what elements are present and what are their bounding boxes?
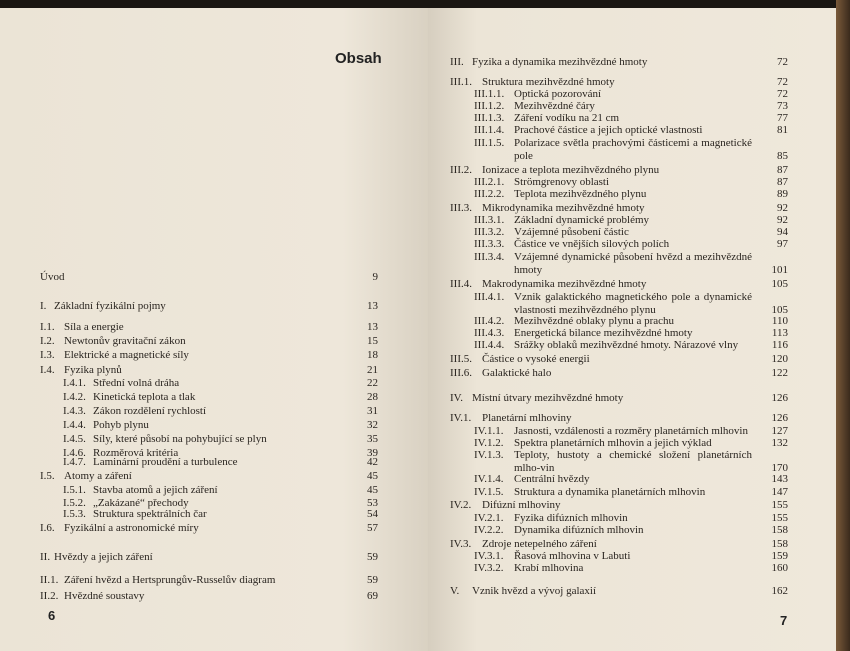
entry-title: Centrální hvězdy bbox=[514, 473, 590, 485]
right-page bbox=[428, 8, 836, 651]
entry-page: 45 bbox=[367, 470, 378, 482]
entry-page: 72 bbox=[777, 88, 788, 100]
entry-number: III.4.3. bbox=[474, 327, 505, 339]
entry-number: III.1.5. bbox=[474, 137, 505, 149]
entry-number: III.2.2. bbox=[474, 188, 505, 200]
entry-page: 28 bbox=[367, 391, 378, 403]
entry-page: 57 bbox=[367, 522, 378, 534]
entry-number: I.4. bbox=[40, 364, 55, 376]
entry-title: Struktura a dynamika planetárních mlhovin bbox=[514, 486, 706, 498]
entry-number: IV.3.1. bbox=[474, 550, 504, 562]
entry-number: III.1.3. bbox=[474, 112, 505, 124]
entry-number: II.1. bbox=[40, 574, 59, 586]
entry-number: IV.1.4. bbox=[474, 473, 504, 485]
entry-title: Elektrické a magnetické síly bbox=[64, 349, 189, 361]
entry-number: III.4.2. bbox=[474, 315, 505, 327]
entry-number: III.3.3. bbox=[474, 238, 505, 250]
entry-page: 73 bbox=[777, 100, 788, 112]
entry-page: 158 bbox=[771, 524, 788, 536]
entry-page: 147 bbox=[771, 486, 788, 498]
entry-number: I.5.2. bbox=[63, 497, 86, 509]
entry-title: Vzájemné dynamické působení hvězd a mezihvězdné hmoty bbox=[514, 251, 752, 276]
entry-number: III.2.1. bbox=[474, 176, 505, 188]
entry-title: Teploty, hustoty a chemické složení planetárních mlho-vin bbox=[514, 449, 752, 474]
book-edge bbox=[836, 0, 850, 651]
entry-title: Polarizace světla prachovými částicemi a magnetické pole bbox=[514, 137, 752, 162]
entry-title: Vznik galaktického magnetického pole a dynamické vlastnosti mezihvězdného plynu bbox=[514, 291, 752, 316]
entry-number: IV.1.1. bbox=[474, 425, 504, 437]
entry-number: III.4. bbox=[450, 278, 472, 290]
entry-number: III.1.1. bbox=[474, 88, 505, 100]
entry-title: Síly, které působí na pohybující se plyn bbox=[93, 433, 267, 445]
entry-page: 13 bbox=[367, 321, 378, 333]
entry-title: Struktura mezihvězdné hmoty bbox=[482, 76, 615, 88]
entry-title: Částice ve vnějších silových polích bbox=[514, 238, 670, 250]
entry-title: Mikrodynamika mezihvězdné hmoty bbox=[482, 202, 645, 214]
entry-number: III.1.2. bbox=[474, 100, 505, 112]
entry-number: I.5. bbox=[40, 470, 55, 482]
entry-title: Vznik hvězd a vývoj galaxií bbox=[472, 585, 597, 597]
entry-page: 127 bbox=[771, 425, 788, 437]
entry-page: 143 bbox=[771, 473, 788, 485]
entry-title: Místní útvary mezihvězdné hmoty bbox=[472, 392, 624, 404]
entry-page: 155 bbox=[771, 499, 788, 511]
entry-page: 39 bbox=[367, 447, 378, 459]
entry-number: I.4.5. bbox=[63, 433, 86, 445]
entry-page: 53 bbox=[367, 497, 378, 509]
entry-number: I.4.2. bbox=[63, 391, 86, 403]
entry-title: Zákon rozdělení rychlostí bbox=[93, 405, 207, 417]
page-number-left: 6 bbox=[48, 608, 56, 623]
entry-page: 122 bbox=[771, 367, 788, 379]
entry-number: I.5.1. bbox=[63, 484, 86, 496]
entry-title: Fyzikální a astronomické míry bbox=[64, 522, 199, 534]
entry-page: 22 bbox=[367, 377, 378, 389]
entry-page: 162 bbox=[771, 585, 788, 597]
entry-page: 35 bbox=[367, 433, 378, 445]
entry-page: 155 bbox=[771, 512, 788, 524]
entry-title: Zdroje netepelného záření bbox=[482, 538, 597, 550]
entry-page: 160 bbox=[771, 562, 788, 574]
entry-title: Ionizace a teplota mezihvězdného plynu bbox=[482, 164, 660, 176]
entry-page: 69 bbox=[367, 590, 378, 602]
entry-page: 92 bbox=[777, 214, 788, 226]
entry-number: I.4.3. bbox=[63, 405, 86, 417]
entry-title: Jasnosti, vzdálenosti a rozměry planetárních mlhovin bbox=[514, 425, 748, 437]
entry-title: Dynamika difúzních mlhovin bbox=[514, 524, 644, 536]
entry-title: Makrodynamika mezihvězdné hmoty bbox=[482, 278, 647, 290]
entry-number: I.4.4. bbox=[63, 419, 86, 431]
entry-page: 54 bbox=[367, 508, 378, 520]
entry-page: 31 bbox=[367, 405, 378, 417]
entry-title: Hvězdy a jejich záření bbox=[54, 551, 153, 563]
entry-page: 85 bbox=[777, 149, 788, 162]
entry-title: Strömgrenovy oblasti bbox=[514, 176, 610, 188]
entry-title: Laminární proudění a turbulence bbox=[93, 456, 238, 468]
entry-title: Rozměrová kritéria bbox=[93, 447, 179, 459]
entry-title: Střední volná dráha bbox=[93, 377, 180, 389]
entry-number: III.2. bbox=[450, 164, 472, 176]
entry-number: III.3.1. bbox=[474, 214, 505, 226]
entry-page: 113 bbox=[771, 327, 788, 339]
entry-title: Prachové částice a jejich optické vlastnosti bbox=[514, 124, 703, 136]
entry-number: I.1. bbox=[40, 321, 55, 333]
entry-page: 21 bbox=[367, 364, 378, 376]
entry-title: Úvod bbox=[40, 271, 65, 283]
entry-title: Spektra planetárních mlhovin a jejich výklad bbox=[514, 437, 712, 449]
entry-number: II.2. bbox=[40, 590, 59, 602]
entry-title: „Zakázané“ přechody bbox=[93, 497, 189, 509]
entry-page: 87 bbox=[777, 176, 788, 188]
entry-page: 59 bbox=[367, 551, 378, 563]
entry-title: Difúzní mlhoviny bbox=[482, 499, 561, 511]
entry-page: 158 bbox=[771, 538, 788, 550]
entry-title: Teplota mezihvězdného plynu bbox=[514, 188, 647, 200]
entry-number: III.4.1. bbox=[474, 291, 505, 303]
entry-title: Mezihvězdné oblaky plynu a prachu bbox=[514, 315, 675, 327]
entry-title: Mezihvězdné čáry bbox=[514, 100, 595, 112]
entry-number: III.3. bbox=[450, 202, 472, 214]
entry-number: I.6. bbox=[40, 522, 55, 534]
entry-title: Pohyb plynu bbox=[93, 419, 149, 431]
entry-number: III.1.4. bbox=[474, 124, 505, 136]
entry-title: Krabí mlhovina bbox=[514, 562, 584, 574]
entry-number: I. bbox=[40, 300, 47, 312]
entry-title: Energetická bilance mezihvězdné hmoty bbox=[514, 327, 693, 339]
entry-page: 110 bbox=[771, 315, 788, 327]
entry-page: 97 bbox=[777, 238, 788, 250]
entry-number: I.4.1. bbox=[63, 377, 86, 389]
entry-title: Struktura spektrálních čar bbox=[93, 508, 207, 520]
entry-title: Stavba atomů a jejich záření bbox=[93, 484, 218, 496]
entry-number: V. bbox=[450, 585, 460, 597]
entry-number: III.4.4. bbox=[474, 339, 505, 351]
entry-page: 92 bbox=[777, 202, 788, 214]
entry-page: 42 bbox=[367, 456, 378, 468]
left-page bbox=[0, 8, 428, 651]
entry-number: IV.1. bbox=[450, 412, 472, 424]
entry-number: IV.3. bbox=[450, 538, 472, 550]
entry-number: IV.2.2. bbox=[474, 524, 504, 536]
entry-title: Fyzika difúzních mlhovin bbox=[514, 512, 628, 524]
entry-number: III.1. bbox=[450, 76, 472, 88]
entry-title: Částice o vysoké energii bbox=[482, 353, 590, 365]
entry-title: Galaktické halo bbox=[482, 367, 552, 379]
contents-heading: Obsah bbox=[335, 50, 382, 67]
entry-number: IV. bbox=[450, 392, 463, 404]
entry-page: 170 bbox=[771, 461, 788, 474]
entry-page: 59 bbox=[367, 574, 378, 586]
entry-page: 9 bbox=[372, 271, 378, 283]
entry-number: III.5. bbox=[450, 353, 472, 365]
entry-number: III.3.2. bbox=[474, 226, 505, 238]
entry-page: 116 bbox=[771, 339, 788, 351]
entry-title: Planetární mlhoviny bbox=[482, 412, 572, 424]
entry-page: 159 bbox=[771, 550, 788, 562]
entry-title: Síla a energie bbox=[64, 321, 124, 333]
entry-title: Záření vodíku na 21 cm bbox=[514, 112, 620, 124]
entry-page: 81 bbox=[777, 124, 788, 136]
entry-page: 77 bbox=[777, 112, 788, 124]
entry-number: I.4.6. bbox=[63, 447, 86, 459]
entry-title: Základní dynamické problémy bbox=[514, 214, 650, 226]
entry-title: Vzájemné působení částic bbox=[514, 226, 629, 238]
entry-page: 45 bbox=[367, 484, 378, 496]
page-number-right: 7 bbox=[780, 613, 788, 628]
entry-page: 120 bbox=[771, 353, 788, 365]
entry-title: Fyzika plynů bbox=[64, 364, 122, 376]
entry-page: 72 bbox=[777, 56, 788, 68]
entry-number: I.3. bbox=[40, 349, 55, 361]
entry-title: Atomy a záření bbox=[64, 470, 132, 482]
entry-page: 18 bbox=[367, 349, 378, 361]
entry-title: Hvězdné soustavy bbox=[64, 590, 145, 602]
entry-title: Řasová mlhovina v Labuti bbox=[514, 550, 631, 562]
entry-number: IV.1.5. bbox=[474, 486, 504, 498]
entry-number: III. bbox=[450, 56, 464, 68]
entry-title: Fyzika a dynamika mezihvězdné hmoty bbox=[472, 56, 648, 68]
entry-number: III.6. bbox=[450, 367, 472, 379]
entry-title: Srážky oblaků mezihvězdné hmoty. Nárazové vlny bbox=[514, 339, 739, 351]
entry-page: 105 bbox=[771, 303, 788, 316]
entry-number: IV.2.1. bbox=[474, 512, 504, 524]
entry-page: 72 bbox=[777, 76, 788, 88]
entry-number: III.3.4. bbox=[474, 251, 505, 263]
entry-number: I.5.3. bbox=[63, 508, 86, 520]
entry-title: Kinetická teplota a tlak bbox=[93, 391, 196, 403]
entry-number: IV.1.3. bbox=[474, 449, 504, 461]
entry-page: 132 bbox=[771, 437, 788, 449]
entry-number: IV.2. bbox=[450, 499, 472, 511]
entry-page: 105 bbox=[771, 278, 788, 290]
entry-page: 101 bbox=[771, 263, 788, 276]
entry-number: IV.3.2. bbox=[474, 562, 504, 574]
entry-page: 15 bbox=[367, 335, 378, 347]
entry-title: Záření hvězd a Hertsprungův-Russelův diagram bbox=[64, 574, 276, 586]
entry-number: IV.1.2. bbox=[474, 437, 504, 449]
entry-number: I.2. bbox=[40, 335, 55, 347]
entry-page: 126 bbox=[771, 392, 788, 404]
entry-page: 126 bbox=[771, 412, 788, 424]
entry-title: Základní fyzikální pojmy bbox=[54, 300, 166, 312]
entry-title: Newtonův gravitační zákon bbox=[64, 335, 186, 347]
entry-page: 94 bbox=[777, 226, 788, 238]
entry-page: 89 bbox=[777, 188, 788, 200]
entry-page: 13 bbox=[367, 300, 378, 312]
entry-title: Optická pozorování bbox=[514, 88, 602, 100]
entry-page: 32 bbox=[367, 419, 378, 431]
entry-page: 87 bbox=[777, 164, 788, 176]
entry-number: I.4.7. bbox=[63, 456, 86, 468]
entry-number: II. bbox=[40, 551, 51, 563]
